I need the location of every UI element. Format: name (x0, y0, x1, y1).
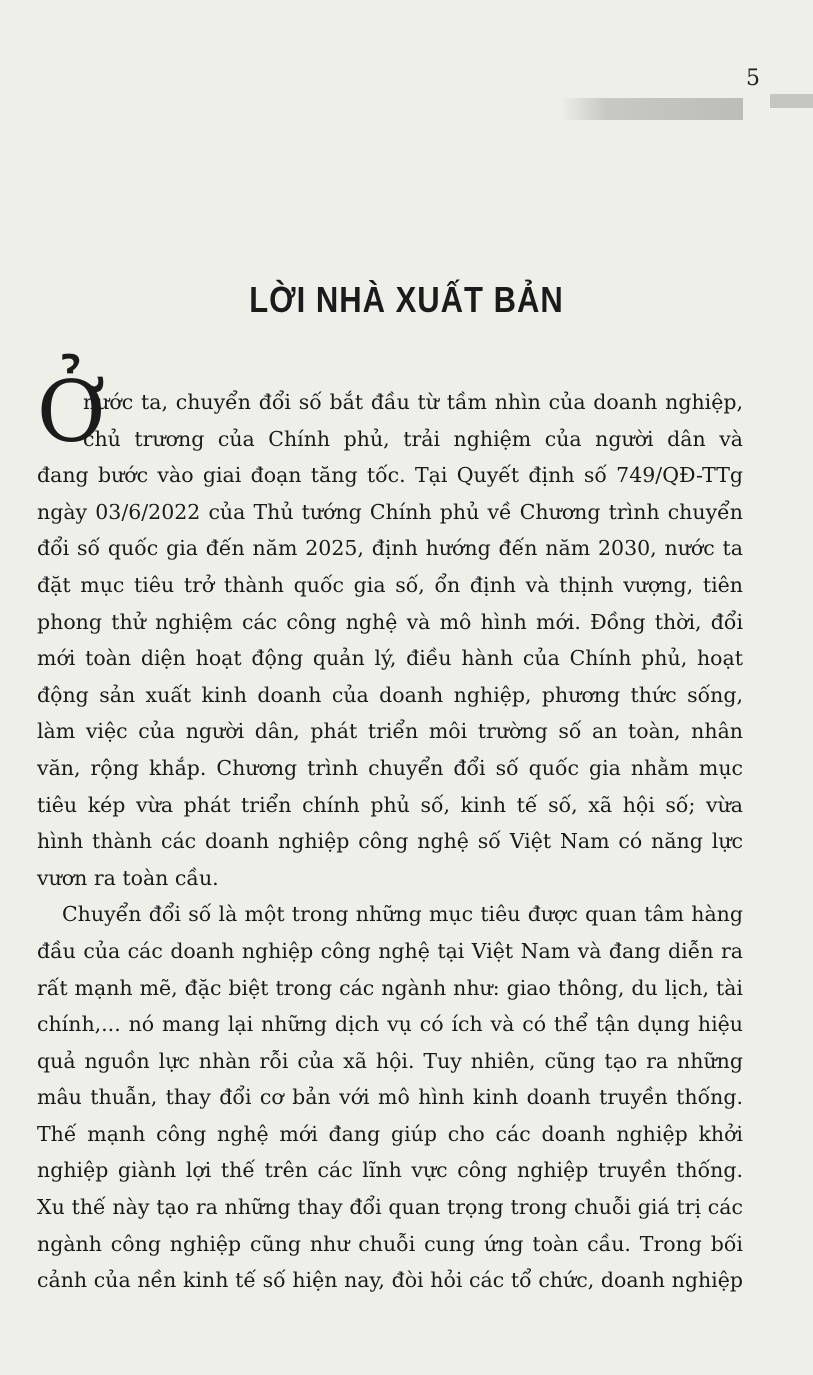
drop-cap: Ở (37, 363, 106, 461)
text-line: Thế mạnh công nghệ mới đang giúp cho các doanh nghiệp khởi (37, 1121, 743, 1146)
text-line: cảnh của nền kinh tế số hiện nay, đòi hỏi các tổ chức, doanh nghiệp (37, 1268, 743, 1293)
text-line: động sản xuất kinh doanh của doanh nghiệp, phương thức sống, (37, 682, 743, 707)
text-line: văn, rộng khắp. Chương trình chuyển đổi số quốc gia nhằm mục (37, 755, 743, 780)
text-line: mâu thuẫn, thay đổi cơ bản với mô hình kinh doanh truyền thống. (37, 1085, 743, 1110)
page-number: 5 (746, 66, 760, 91)
text-line: chủ trương của Chính phủ, trải nghiệm của người dân và (83, 426, 743, 451)
text-line: nghiệp giành lợi thế trên các lĩnh vực công nghiệp truyền thống. (37, 1158, 743, 1183)
page-title: LỜI NHÀ XUẤT BẢN (249, 278, 564, 321)
text-line: đặt mục tiêu trở thành quốc gia số, ổn định và thịnh vượng, tiên (37, 572, 743, 597)
text-line: ngành công nghiệp cũng như chuỗi cung ứng toàn cầu. Trong bối (37, 1231, 743, 1256)
text-line: mới toàn diện hoạt động quản lý, điều hành của Chính phủ, hoạt (37, 646, 743, 671)
text-line: đang bước vào giai đoạn tăng tốc. Tại Quyết định số 749/QĐ-TTg (37, 463, 743, 488)
text-line: phong thử nghiệm các công nghệ và mô hình mới. Đồng thời, đổi (37, 609, 743, 634)
text-line: ngày 03/6/2022 của Thủ tướng Chính phủ về Chương trình chuyển (37, 499, 743, 524)
text-line: quả nguồn lực nhàn rỗi của xã hội. Tuy nhiên, cũng tạo ra những (37, 1048, 743, 1073)
header-decoration-edge (770, 94, 813, 108)
text-line: đầu của các doanh nghiệp công nghệ tại Việt Nam và đang diễn ra (37, 938, 743, 963)
header-decoration (560, 98, 743, 120)
text-line: đổi số quốc gia đến năm 2025, định hướng đến năm 2030, nước ta (37, 536, 743, 561)
text-line: vươn ra toàn cầu. (37, 865, 219, 890)
text-line: nước ta, chuyển đổi số bắt đầu từ tầm nhìn của doanh nghiệp, (83, 390, 743, 414)
text-line: chính,... nó mang lại những dịch vụ có ích và có thể tận dụng hiệu (37, 1012, 743, 1037)
text-line: rất mạnh mẽ, đặc biệt trong các ngành như: giao thông, du lịch, tài (37, 975, 743, 1000)
text-line: tiêu kép vừa phát triển chính phủ số, kinh tế số, xã hội số; vừa (37, 792, 743, 817)
text-line: hình thành các doanh nghiệp công nghệ số Việt Nam có năng lực (37, 829, 743, 854)
body-text (37, 384, 743, 1299)
text-line: Chuyển đổi số là một trong những mục tiêu được quan tâm hàng (62, 902, 743, 927)
text-line: làm việc của người dân, phát triển môi trường số an toàn, nhân (37, 719, 743, 744)
text-line: Xu thế này tạo ra những thay đổi quan trọng trong chuỗi giá trị các (37, 1195, 743, 1220)
